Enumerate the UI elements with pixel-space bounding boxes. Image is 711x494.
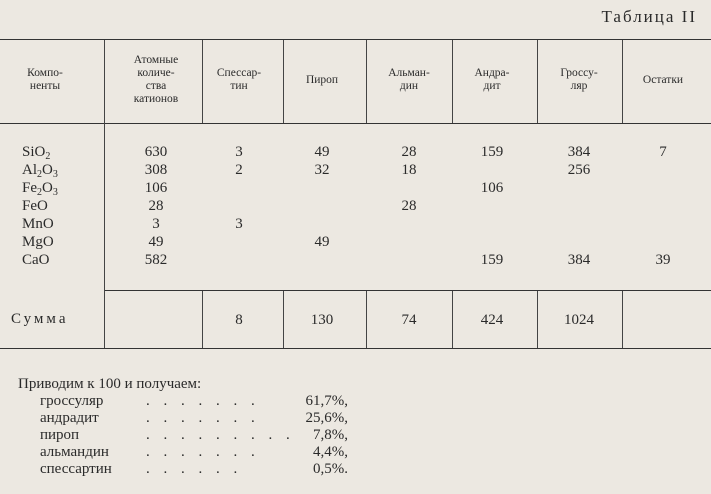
column-divider — [283, 40, 284, 123]
cell-pyrope: 49 — [314, 234, 330, 250]
cell-gross: 384 — [567, 252, 591, 268]
column-header-atomic: Атомные количе- ства катионов — [133, 54, 179, 105]
column-divider — [366, 291, 367, 348]
column-header-gross: Гроссу- ляр — [560, 67, 598, 92]
sum-cell-alm: 74 — [401, 312, 417, 328]
summary-item-name: пироп — [40, 427, 80, 443]
summary-item-value: 25,6%, — [305, 410, 348, 426]
cell-atomic: 106 — [144, 180, 168, 196]
cell-atomic: 630 — [144, 144, 168, 160]
cell-andr: 106 — [480, 180, 504, 196]
cell-gross: 384 — [567, 144, 591, 160]
cell-pyrope: 49 — [314, 144, 330, 160]
summary-item-value: 0,5%. — [313, 461, 348, 477]
column-header-alm: Альман- дин — [388, 67, 430, 92]
summary-item-dots: . . . . . . . — [146, 410, 260, 426]
cell-alm: 28 — [401, 144, 417, 160]
row-formula: CaO — [22, 252, 50, 268]
cell-andr: 159 — [480, 144, 504, 160]
table-top-rule — [0, 39, 711, 40]
header-bottom-rule — [0, 123, 711, 124]
column-header-pyrope: Пироп — [305, 74, 339, 86]
column-divider — [202, 40, 203, 123]
summary-item-dots: . . . . . . . — [146, 393, 260, 409]
summary-item — [18, 393, 348, 410]
column-divider — [104, 40, 105, 348]
column-divider — [622, 40, 623, 123]
column-header-spess: Спессар- тин — [216, 67, 262, 92]
sum-top-rule — [104, 290, 711, 291]
cell-spess: 2 — [235, 162, 243, 178]
cell-atomic: 3 — [152, 216, 160, 232]
row-formula: $Fe_2O_3$ — [22, 180, 58, 198]
cell-atomic: 28 — [148, 198, 164, 214]
sum-label: Сумма — [11, 311, 69, 327]
column-divider — [537, 40, 538, 123]
row-formula: SiO$_2$ — [22, 144, 51, 162]
cell-spess: 3 — [235, 144, 243, 160]
column-header-andr: Андра- дит — [474, 67, 510, 92]
table-caption: Таблица II — [601, 7, 697, 26]
column-header-comp: Компо- ненты — [27, 67, 63, 92]
cell-pyrope: 32 — [314, 162, 330, 178]
summary-item-name: спессартин — [40, 461, 112, 477]
summary-item-dots: . . . . . . — [146, 461, 243, 477]
column-divider — [622, 291, 623, 348]
cell-rest: 39 — [655, 252, 671, 268]
column-header-rest: Остатки — [642, 74, 684, 86]
row-formula: MnO — [22, 216, 54, 232]
summary-item-name: андрадит — [40, 410, 99, 426]
sum-cell-gross: 1024 — [564, 312, 594, 328]
row-formula: FeO — [22, 198, 48, 214]
cell-atomic: 308 — [144, 162, 168, 178]
column-divider — [202, 291, 203, 348]
summary-item-name: гроссуляр — [40, 393, 104, 409]
summary-item — [18, 444, 348, 461]
cell-alm: 28 — [401, 198, 417, 214]
summary-item-dots: . . . . . . . . . — [146, 427, 295, 443]
summary-item-value: 4,4%, — [313, 444, 348, 460]
cell-andr: 159 — [480, 252, 504, 268]
summary-item-value: 61,7%, — [305, 393, 348, 409]
sum-cell-spess: 8 — [235, 312, 243, 328]
row-formula: MgO — [22, 234, 54, 250]
table-bottom-rule — [0, 348, 711, 349]
row-formula: $Al_2O_3$ — [22, 162, 58, 180]
cell-rest: 7 — [659, 144, 667, 160]
summary-item-value: 7,8%, — [313, 427, 348, 443]
column-divider — [537, 291, 538, 348]
sum-cell-pyrope: 130 — [310, 312, 334, 328]
cell-gross: 256 — [567, 162, 591, 178]
cell-spess: 3 — [235, 216, 243, 232]
column-divider — [366, 40, 367, 123]
cell-alm: 18 — [401, 162, 417, 178]
cell-atomic: 49 — [148, 234, 164, 250]
column-divider — [452, 40, 453, 123]
summary-block — [18, 376, 348, 478]
summary-item — [18, 427, 348, 444]
summary-item-name: альмандин — [40, 444, 109, 460]
column-divider — [283, 291, 284, 348]
column-divider — [452, 291, 453, 348]
sum-cell-andr: 424 — [480, 312, 504, 328]
summary-item-dots: . . . . . . . — [146, 444, 260, 460]
summary-item — [18, 461, 348, 478]
cell-atomic: 582 — [144, 252, 168, 268]
summary-item — [18, 410, 348, 427]
summary-intro: Приводим к 100 и получаем: — [18, 376, 202, 392]
